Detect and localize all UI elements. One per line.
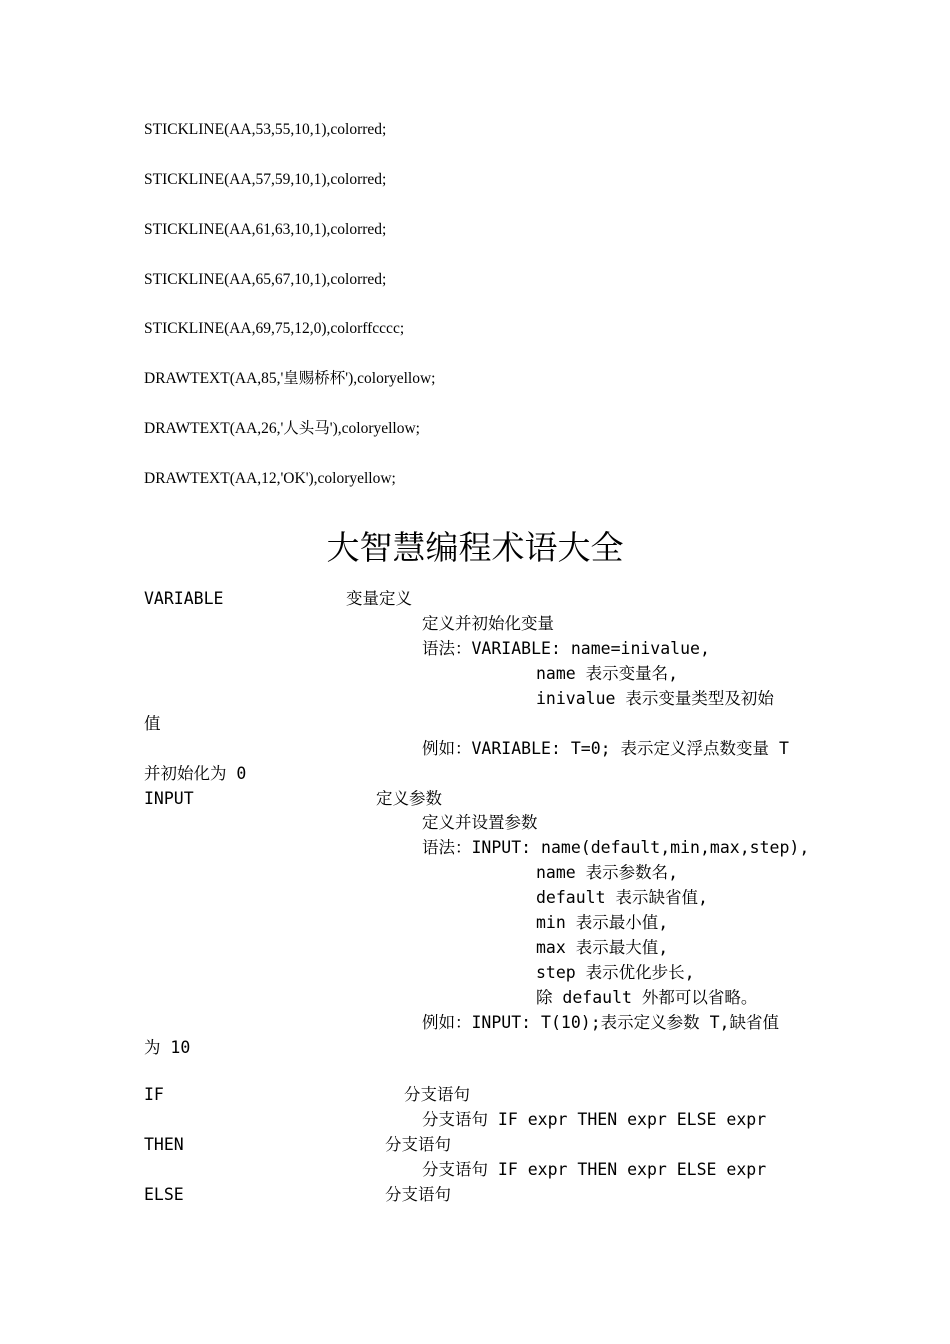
page-title: 大智慧编程术语大全	[326, 528, 624, 567]
term-variable-heading: 变量定义	[346, 589, 412, 608]
term-if-heading: 分支语句	[404, 1085, 470, 1104]
term-input-heading: 定义参数	[376, 789, 442, 808]
term-variable-param-cont: 值	[144, 714, 161, 733]
term-input-param: step 表示优化步长,	[536, 963, 695, 982]
term-input-param: name 表示参数名,	[536, 863, 679, 882]
term-input-example-cont: 为 10	[144, 1038, 191, 1057]
term-variable-desc: 定义并初始化变量	[422, 614, 554, 633]
term-input-param: 除 default 外都可以省略。	[536, 988, 758, 1007]
code-line: DRAWTEXT(AA,26,'人头马'),coloryellow;	[144, 420, 420, 437]
term-variable-example-cont: 并初始化为 0	[144, 764, 247, 783]
term-then: THEN	[144, 1135, 184, 1154]
term-input-desc: 定义并设置参数	[422, 813, 538, 832]
code-line: DRAWTEXT(AA,12,'OK'),coloryellow;	[144, 470, 396, 487]
term-variable-example: 例如：VARIABLE: T=0; 表示定义浮点数变量 T	[422, 739, 789, 758]
term-if: IF	[144, 1085, 164, 1104]
code-line: STICKLINE(AA,57,59,10,1),colorred;	[144, 171, 387, 188]
term-if-syntax: 分支语句 IF expr THEN expr ELSE expr	[422, 1110, 767, 1129]
term-input-param: max 表示最大值,	[536, 938, 669, 957]
term-then-heading: 分支语句	[385, 1135, 451, 1154]
term-input-param: min 表示最小值,	[536, 913, 669, 932]
code-line: DRAWTEXT(AA,85,'皇赐桥杯'),coloryellow;	[144, 370, 436, 387]
term-variable-param: name 表示变量名,	[536, 664, 679, 683]
code-line: STICKLINE(AA,61,63,10,1),colorred;	[144, 221, 387, 238]
code-line: STICKLINE(AA,53,55,10,1),colorred;	[144, 121, 387, 138]
term-else: ELSE	[144, 1185, 184, 1204]
term-else-heading: 分支语句	[385, 1185, 451, 1204]
term-variable-syntax: 语法：VARIABLE: name=inivalue,	[422, 639, 710, 658]
term-then-syntax: 分支语句 IF expr THEN expr ELSE expr	[422, 1160, 767, 1179]
term-variable: VARIABLE	[144, 589, 224, 608]
term-input-syntax: 语法：INPUT: name(default,min,max,step),	[422, 838, 810, 857]
code-line: STICKLINE(AA,69,75,12,0),colorffcccc;	[144, 320, 405, 337]
term-variable-param: inivalue 表示变量类型及初始	[536, 689, 774, 708]
code-line: STICKLINE(AA,65,67,10,1),colorred;	[144, 271, 387, 288]
term-input-example: 例如：INPUT: T(10);表示定义参数 T,缺省值	[422, 1013, 779, 1032]
term-input-param: default 表示缺省值,	[536, 888, 708, 907]
term-input: INPUT	[144, 789, 194, 808]
